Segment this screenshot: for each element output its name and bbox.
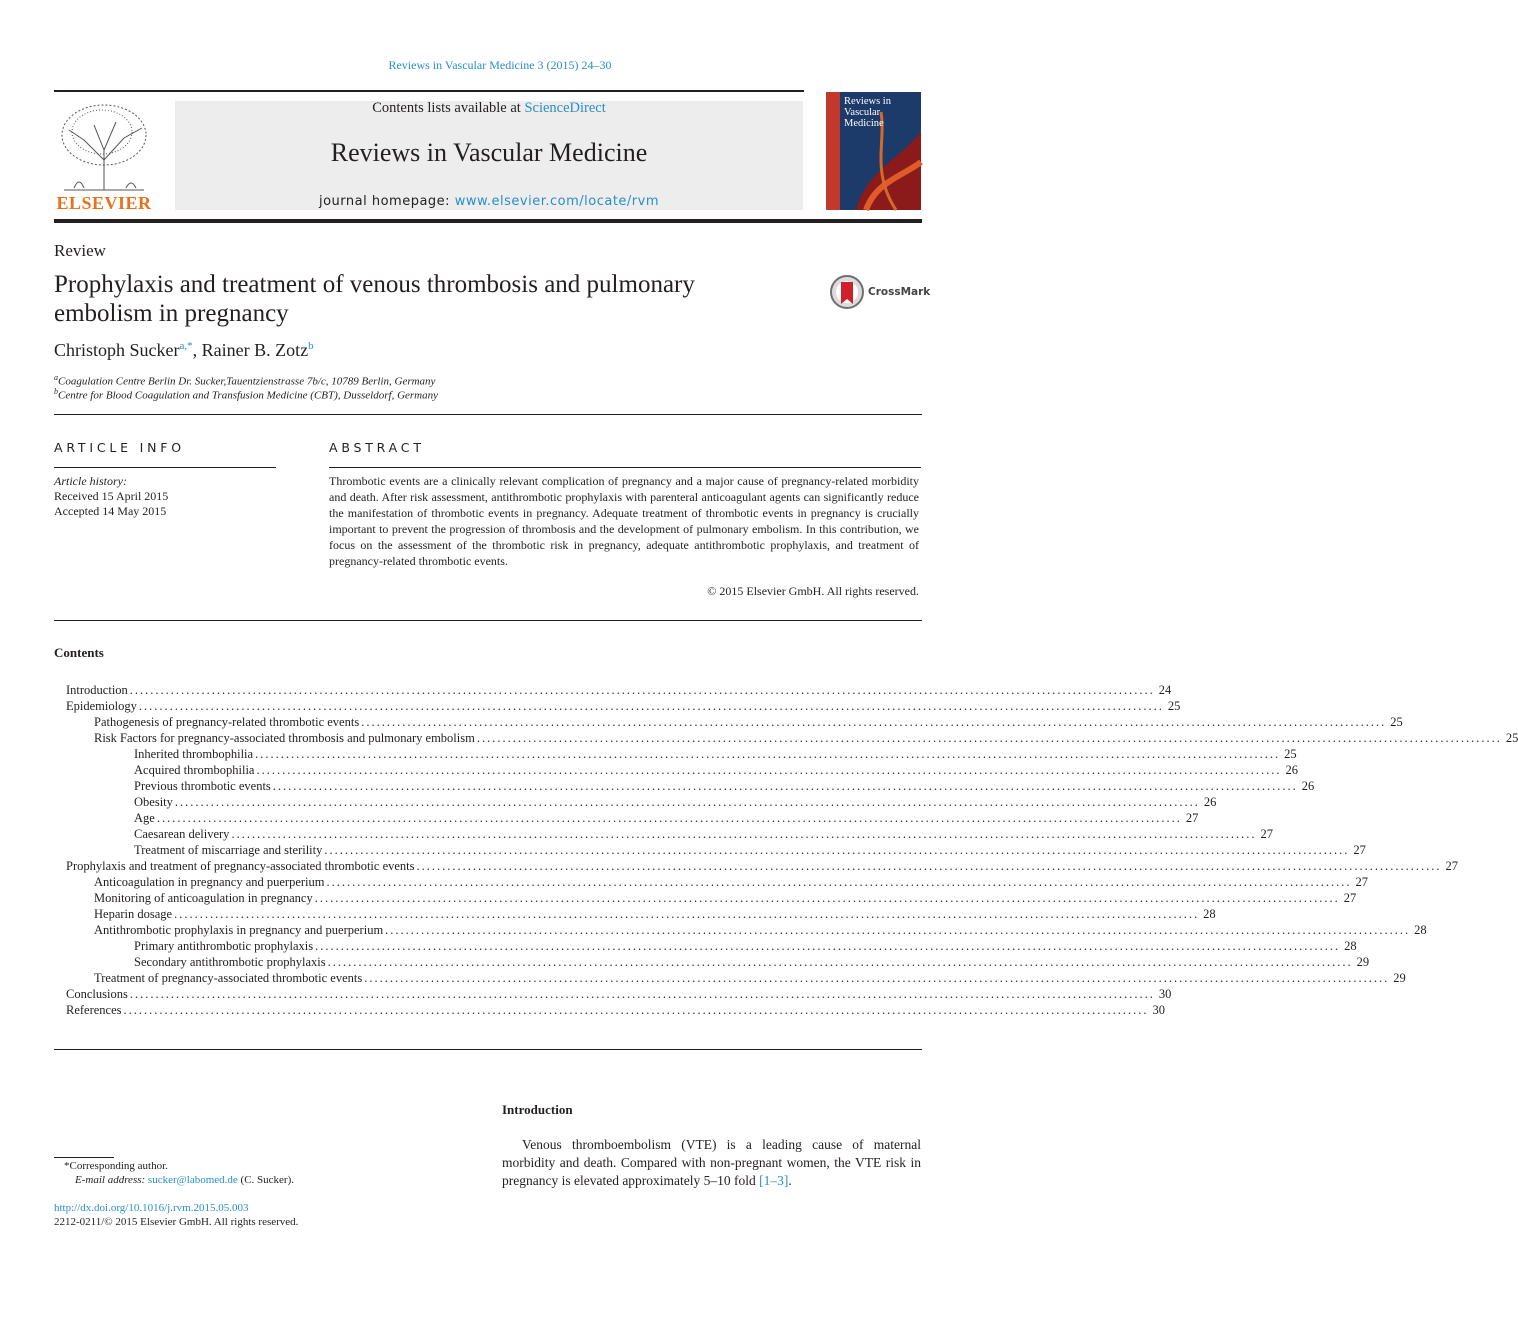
journal-title: Reviews in Vascular Medicine [330,138,648,167]
issn-copyright: 2212-0211/© 2015 Elsevier GmbH. All rights reserved. [54,1216,299,1228]
journal-citation[interactable]: Reviews in Vascular Medicine 3 (2015) 24–30 [388,58,612,72]
toc-entry-page: 30 [1152,1003,1166,1017]
toc-entry[interactable] [66,906,1216,922]
toc-entry-label: Heparin dosage [94,907,173,921]
toc-entry-label: Primary antithrombotic prophylaxis [134,939,314,953]
toc-leader-dots: ........................................................................................................................................................................................................ [174,907,1200,921]
abstract-copyright: © 2015 Elsevier GmbH. All rights reserved. [707,584,919,598]
divider [54,467,276,468]
toc-entry-label: Previous thrombotic events [134,779,271,793]
divider [54,620,922,621]
abstract-text: Thrombotic events are a clinically relevant complication of pregnancy and a major cause of pregnancy-related morbidity and death. After risk assessment, antithrombotic prophylaxis with parenteral anticoagulant agents can significantly reduce the manifestation of thrombotic events in pregnancy. Adequate treatment of thrombotic events in pregnancy is crucially important to prevent the progression of thrombosis and the development of pulmonary embolism. In this contribution, we focus on the assessment of the thrombotic risk in pregnancy, adequate antithrombotic prophylaxis, and treatment of pregnancy-related thrombotic events. [329,474,919,568]
crossmark-icon [829,274,865,310]
homepage-link[interactable]: www.elsevier.com/locate/rvm [454,194,660,209]
toc-entry-label: Risk Factors for pregnancy-associated thrombosis and pulmonary embolism [94,731,475,745]
divider [54,414,922,415]
toc-entry-page: 28 [1203,907,1216,921]
toc-leader-dots: ........................................................................................................................................................................................................ [129,987,1155,1001]
toc-entry[interactable] [66,986,1172,1002]
toc-leader-dots: ........................................................................................................................................................................................................ [327,955,1353,969]
corresponding-author-note: *Corresponding author. [64,1160,168,1172]
toc-entry[interactable] [66,842,1366,858]
toc-entry[interactable] [66,698,1181,714]
contents-heading: Contents [54,645,104,660]
toc-entry[interactable] [66,1002,1166,1018]
toc-leader-dots: ........................................................................................................................................................................................................ [364,971,1390,985]
author-name: Rainer B. Zotz [201,340,309,360]
affiliation-b: $^b$Centre for Blood Coagulation and Transfusion Medicine (CBT), Dusseldorf, Germany [54,387,438,402]
toc-entry-page: 25 [1505,731,1518,745]
toc-leader-dots: ........................................................................................................................................................................................................ [416,859,1442,873]
toc-entry-page: 29 [1393,971,1406,985]
toc-entry-label: Caesarean delivery [134,827,230,841]
toc-entry-page: 26 [1301,779,1315,793]
header-rule [54,90,804,92]
toc-leader-dots: ........................................................................................................................................................................................................ [256,763,1282,777]
crossmark-badge[interactable] [829,274,931,312]
toc-entry-label: Age [134,811,155,825]
toc-entry-label: Prophylaxis and treatment of pregnancy-associated thrombotic events [66,859,415,873]
toc-entry[interactable] [66,810,1199,826]
toc-entry-page: 28 [1414,923,1427,937]
toc-entry[interactable] [66,874,1368,890]
toc-entry-page: 26 [1285,763,1298,777]
toc-leader-dots: ........................................................................................................................................................................................................ [361,715,1387,729]
cover-title: Reviews in Vascular Medicine [844,96,891,129]
toc-leader-dots: ........................................................................................................................................................................................................ [272,779,1298,793]
toc-leader-dots: ........................................................................................................................................................................................................ [129,683,1155,697]
crossmark-label: CrossMark [868,286,931,298]
toc-entry-page: 25 [1390,715,1403,729]
toc-entry-page: 27 [1260,827,1273,841]
toc-entry[interactable] [66,730,1518,746]
toc-entry-page: 25 [1167,699,1181,713]
article-type: Review [54,241,106,260]
toc-entry[interactable] [66,938,1357,954]
toc-entry[interactable] [66,826,1273,842]
toc-leader-dots: ........................................................................................................................................................................................................ [315,939,1341,953]
toc-entry-page: 25 [1284,747,1297,761]
toc-entry-page: 30 [1158,987,1172,1001]
toc-entry-label: References [66,1003,122,1017]
article-info-heading: ARTICLE INFO [54,440,185,455]
sciencedirect-link[interactable]: ScienceDirect [524,100,606,116]
toc-entry[interactable] [66,714,1403,730]
toc-entry[interactable] [66,682,1172,698]
toc-entry-page: 24 [1158,683,1172,697]
toc-leader-dots: ........................................................................................................................................................................................................ [138,699,1164,713]
toc-entry-page: 29 [1356,955,1370,969]
toc-leader-dots: ........................................................................................................................................................................................................ [326,875,1352,889]
toc-entry-label: Epidemiology [66,699,137,713]
toc-leader-dots: ........................................................................................................................................................................................................ [156,811,1182,825]
elsevier-wordmark: ELSEVIER [56,193,152,213]
toc-entry-page: 27 [1185,811,1199,825]
toc-entry-label: Acquired thrombophilia [134,763,255,777]
toc-entry[interactable] [66,778,1315,794]
paper-title: Prophylaxis and treatment of venous thrombosis and pulmonary embolism in pregnancy [54,271,695,327]
toc-entry-label: Secondary antithrombotic prophylaxis [134,955,326,969]
reference-link[interactable]: [1–3] [759,1173,789,1188]
introduction-heading: Introduction [502,1102,573,1117]
toc-leader-dots: ........................................................................................................................................................................................................ [314,891,1340,905]
contents-available-line: Contents lists available at ScienceDirect [372,100,606,116]
toc-leader-dots: ........................................................................................................................................................................................................ [476,731,1502,745]
toc-leader-dots: ........................................................................................................................................................................................................ [123,1003,1149,1017]
toc-entry-page: 26 [1203,795,1217,809]
toc-entry-label: Monitoring of anticoagulation in pregnancy [94,891,313,905]
toc-entry-label: Treatment of pregnancy-associated thrombotic events [94,971,363,985]
toc-entry[interactable] [66,954,1370,970]
toc-entry-label: Pathogenesis of pregnancy-related thrombotic events [94,715,360,729]
toc-entry[interactable] [66,746,1297,762]
affiliation-a: $^a$Coagulation Centre Berlin Dr. Sucker,Tauentzienstrasse 7b/c, 10789 Berlin, Germany [54,373,436,388]
article-history: Article history: Received 15 April 2015 Accepted 14 May 2015 [54,474,169,518]
toc-entry[interactable] [66,762,1298,778]
toc-leader-dots: ........................................................................................................................................................................................................ [231,827,1257,841]
toc-entry[interactable] [66,858,1459,874]
toc-entry-page: 27 [1445,859,1459,873]
doi-link[interactable]: http://dx.doi.org/10.1016/j.rvm.2015.05.003 [54,1202,249,1214]
divider [54,1049,922,1050]
email-link[interactable]: sucker@labomed.de [147,1174,238,1186]
toc-entry-label: Antithrombotic prophylaxis in pregnancy and puerperium [94,923,384,937]
author-list: Christoph Sucker$^{a,*}$, Rainer B. Zotz$^b$ [54,340,314,360]
toc-entry[interactable] [66,890,1357,906]
toc-entry-label: Inherited thrombophilia [134,747,254,761]
toc-entry-page: 27 [1343,891,1357,905]
author-name: Christoph Sucker [54,340,180,360]
divider [329,467,921,468]
header-thick-rule [54,219,922,223]
author-affiliation-mark[interactable]: b [308,340,314,352]
toc-entry-page: 28 [1344,939,1357,953]
toc-entry[interactable] [66,794,1217,810]
toc-entry-label: Obesity [134,795,173,809]
toc-entry-label: Conclusions [66,987,128,1001]
journal-homepage-line: journal homepage: www.elsevier.com/locate/rvm [318,194,660,209]
toc-leader-dots: ........................................................................................................................................................................................................ [174,795,1200,809]
toc-leader-dots: ........................................................................................................................................................................................................ [324,843,1350,857]
table-of-contents [66,682,1518,1018]
toc-leader-dots: ........................................................................................................................................................................................................ [255,747,1281,761]
footnote-rule [54,1157,114,1158]
toc-entry-label: Treatment of miscarriage and sterility [134,843,323,857]
toc-leader-dots: ........................................................................................................................................................................................................ [385,923,1411,937]
email-note: E-mail address: sucker@labomed.de (C. Sucker). [75,1174,294,1186]
toc-entry-label: Introduction [66,683,128,697]
toc-entry[interactable] [66,970,1406,986]
introduction-text: Venous thromboembolism (VTE) is a leading cause of maternal morbidity and death. Compared with non-pregnant women, the VTE risk in pregnancy is elevated approximately 5–10 fold [1–3]. [502,1137,921,1188]
toc-entry-page: 27 [1355,875,1368,889]
toc-entry-label: Anticoagulation in pregnancy and puerperium [94,875,325,889]
journal-cover-thumbnail [826,92,921,210]
toc-entry[interactable] [66,922,1427,938]
abstract-heading: ABSTRACT [329,440,425,455]
toc-entry-page: 27 [1353,843,1366,857]
author-affiliation-mark[interactable]: a,* [179,340,193,352]
